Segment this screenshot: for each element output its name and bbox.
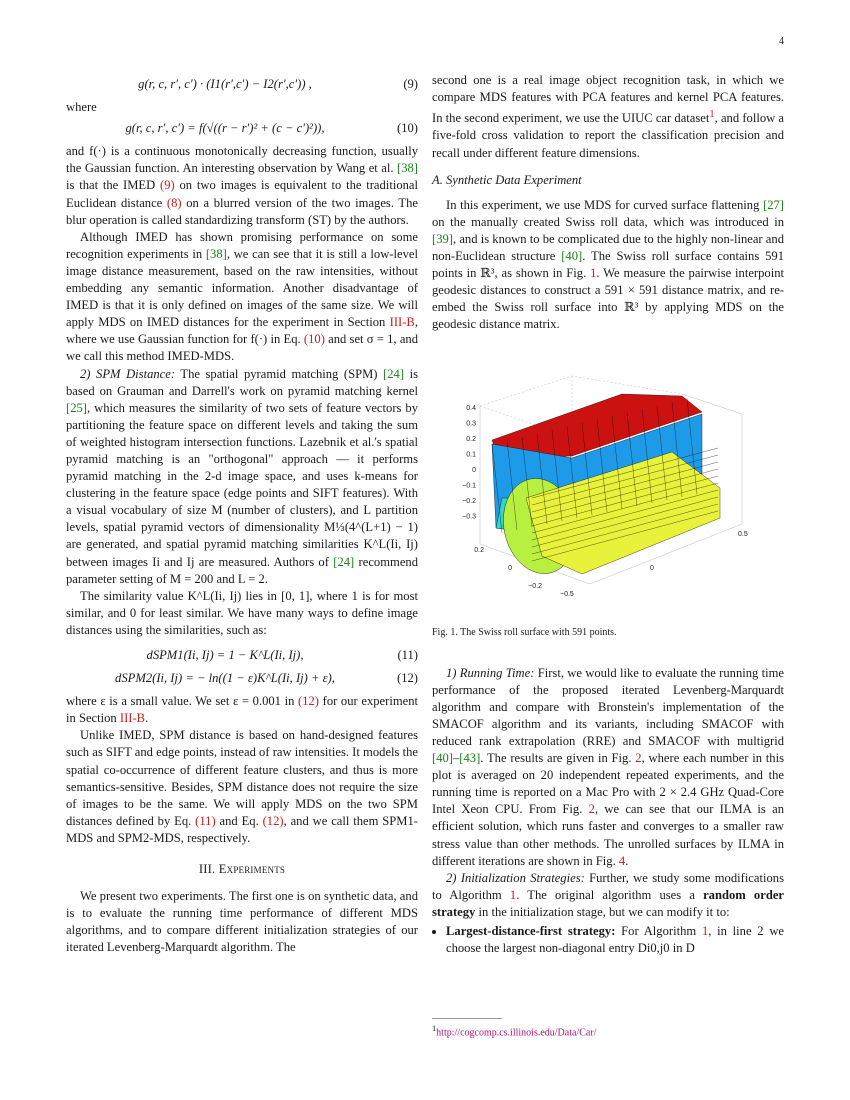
citation-link[interactable]: [40] [432, 751, 453, 766]
swiss-roll-plot [432, 348, 784, 618]
equation-body: dSPM2(Ii, Ij) = − ln((1 − ε)K^L(Ii, Ij) + ε), [115, 671, 335, 686]
footnote: $^1$http://cogcomp.cs.illinois.edu/Data/Car/ [432, 1024, 597, 1039]
footnote-rule [432, 1018, 502, 1019]
equation-link[interactable]: (10) [303, 332, 325, 347]
y-tick-label: −0.1 [462, 482, 476, 489]
algorithm-link[interactable]: 1 [701, 924, 709, 938]
section-link[interactable]: III-B [389, 315, 415, 330]
paragraph: The similarity value K^L(Ii, Ij) lies in [0, 1], where 1 is for most similar, and 0 for least similar. We have many ways to define image distances using the similarities, such as: [66, 588, 418, 637]
strategy-list [432, 923, 784, 957]
paragraph: Unlike IMED, SPM distance is based on hand-designed features such as SIFT and edge points, instead of raw intensities. It models the spatial co-occurrence of different feature clusters, and thus is more semantics-sensitive. Besides, SPM distance does not require the size of images to be the same. We will apply MDS on the two SPM distances defined by Eq. (11) and Eq. (12), and we call them SPM1-MDS and SPM2-MDS, respectively. [66, 728, 418, 845]
equation-link[interactable]: (11) [195, 813, 216, 828]
bold-term: random order strategy [432, 887, 785, 919]
subsection-heading: A. Synthetic Data Experiment [432, 172, 582, 187]
y-tick-label: −0.2 [462, 497, 476, 505]
paragraph-heading: 2) SPM Distance: [80, 366, 176, 381]
text-where: where [66, 100, 97, 115]
y-tick-label: 0.1 [466, 451, 476, 458]
paragraph: 2) SPM Distance: The spatial pyramid matching (SPM) [24] is based on Grauman and Darrell's work on pyramid matching kernel [25], which measures the similarity of two sets of feature vectors by partitioning the feature space on different levels and taking the sum of weighted histogram intersection functions. Lazebnik et al.'s spatial pyramid matching is an "orthogonal" approach — it performs pyramid matching in the 2-d image space, and uses k-means for clustering in the feature space (edge points and SIFT features). With a visual vocabulary of size M (number of clusters), and L partition levels, spatial pyramid vectors of dimensionality M⅓(4^(L+1) − 1) are generated, and spatial pyramid matching similarities K^L(Ii, Ij) between images Ii and Ij are measured. Authors of [24] recommend parameter setting of M = 200 and L = 2. [66, 366, 419, 586]
citation-link[interactable]: [25] [66, 400, 87, 415]
page-number: 4 [779, 36, 784, 47]
y-tick-label: 0.3 [466, 420, 476, 427]
paragraph: 2) Initialization Strategies: Further, we study some modifications to Algorithm 1. The original algorithm uses a random order strategy in the initialization stage, but we can modify it to: [432, 870, 785, 919]
x-tick-label: 0.2 [474, 546, 484, 554]
equation-link[interactable]: (8) [166, 195, 182, 210]
equation-9 [66, 76, 418, 93]
equation-10 [66, 120, 418, 137]
figure-link[interactable]: 2 [588, 802, 595, 817]
section-heading: III. Experiments [198, 862, 286, 877]
citation-link[interactable]: [39] [432, 231, 453, 246]
left-column [66, 72, 418, 957]
figure-link[interactable]: 1 [590, 266, 597, 281]
equation-number: (9) [403, 77, 418, 91]
citation-link[interactable]: [24] [333, 554, 355, 569]
equation-body: g(r, c, r′, c′) · (I1(r′,c′) − I2(r′,c′)) , [138, 77, 312, 91]
x-tick-label: 0 [508, 564, 512, 572]
citation-link[interactable]: [38] [397, 161, 418, 176]
swiss-roll-figure [432, 348, 784, 618]
list-item: • Largest-distance-first strategy: For Algorithm 1, in line 2 we choose the largest non-diagonal entry Di0,j0 in D [446, 923, 784, 957]
citation-link[interactable]: [27] [763, 197, 784, 212]
z-tick-label: 0.5 [738, 530, 748, 538]
footnote-link[interactable]: 1 [709, 109, 715, 121]
equation-body: g(r, c, r′, c′) = f(√((r − r′)² + (c − c′)²)), [125, 121, 325, 136]
equation-link[interactable]: (12) [262, 813, 284, 828]
x-tick-label: −0.2 [528, 582, 542, 590]
equation-number: (11) [397, 648, 418, 662]
paragraph: and f(·) is a continuous monotonically decreasing function, usually the Gaussian function. An interesting observation by Wang et al. [38] is that the IMED (9) on two images is equivalent to the traditional Euclidean distance (8) on a blurred version of the two images. The blur operation is called standardizing transform (ST) by the authors. [66, 144, 419, 227]
paragraph: We present two experiments. The first one is on synthetic data, and is to evaluate the running time performance of different MDS algorithms, and to compare different initialization strategies of our iterated Levenberg-Marquardt algorithm. The [66, 889, 418, 955]
paragraph: In this experiment, we use MDS for curved surface flattening [27] on the manually created Swiss roll data, which was introduced in [39], and is known to be complicated due to the highly non-linear and non-Euclidean structure [40]. The Swiss roll surface contains 591 points in ℝ³, as shown in Fig. 1. We measure the pairwise interpoint geodesic distances to construct a 591 × 591 distance matrix, and re-embed the Swiss roll surface into ℝ³ by applying MDS on the geodesic distance matrix. [432, 197, 785, 332]
figure-link[interactable]: 4 [618, 853, 626, 868]
citation-link[interactable]: [40] [561, 249, 583, 264]
y-axis-ticks [462, 405, 476, 521]
paragraph: second one is a real image object recognition task, in which we compare MDS features with PCA features and kernel PCA features. In the second experiment, we use the UIUC car dataset$^1$, and follow a five-fold cross validation to report the classification precision and recall under different feature dimensions. [432, 73, 784, 160]
y-tick-label: 0 [472, 466, 476, 474]
equation-11 [66, 647, 418, 664]
figure-link[interactable]: 2 [635, 751, 642, 766]
equation-number: (12) [397, 671, 418, 686]
paragraph: Although IMED has shown promising performance on some recognition experiments in [38], we can see that it is still a low-level image distance measurement, based on the raw intensities, without embedding any semantic information. Another disadvantage of IMED is that it is only defined on images of the same size. We will apply MDS on IMED distances for the experiment in Section III-B, where we use Gaussian function for f(·) in Eq. (10) and set σ = 1, and we call this method IMED-MDS. [66, 229, 418, 364]
footnote-url-link[interactable]: http://cogcomp.cs.illinois.edu/Data/Car/ [436, 1027, 597, 1039]
paragraph: where ε is a small value. We set ε = 0.001 in (12) for our experiment in Section III-B. [66, 694, 418, 726]
equation-link[interactable]: (12) [298, 694, 319, 709]
equation-body: dSPM1(Ii, Ij) = 1 − K^L(Ii, Ij), [146, 648, 304, 662]
paragraph-heading: 2) Initialization Strategies: [446, 870, 585, 885]
equation-12 [66, 670, 418, 687]
z-tick-label: −0.5 [560, 590, 574, 598]
citation-link[interactable]: [43] [459, 751, 481, 766]
right-column [432, 72, 784, 957]
equation-number: (10) [397, 121, 418, 136]
y-tick-label: 0.2 [466, 435, 476, 443]
y-tick-label: −0.3 [462, 513, 476, 520]
equation-link[interactable]: (9) [160, 178, 175, 193]
section-link[interactable]: III-B [119, 711, 146, 726]
algorithm-link[interactable]: 1 [509, 887, 517, 902]
figure-caption: Fig. 1. The Swiss roll surface with 591 points. [432, 626, 617, 638]
citation-link[interactable]: [24] [383, 366, 405, 381]
y-tick-label: 0.4 [466, 404, 476, 412]
paragraph-heading: 1) Running Time: [446, 665, 535, 680]
z-tick-label: 0 [650, 564, 654, 572]
paragraph: 1) Running Time: First, we would like to evaluate the running time performance of the proposed iterated Levenberg-Marquardt algorithm and compare with Bronstein's implementation of the SMACOF algorithm and its variants, including SMACOF with reduced rank extrapolation (RRE) and SMACOF with multigrid [40]–[43]. The results are given in Fig. 2, where each number in this plot is averaged on 20 independent repeated experiments, and the running time is reported on a Mac Pro with 2 × 2.4 GHz Quad-Core Intel Xeon CPU. From Fig. 2, we can see that our ILMA is an efficient solution, which runs faster and converges to a smaller raw stress value than other methods. The unrolled surfaces by ILMA in different iterations are shown in Fig. 4. [432, 665, 785, 868]
citation-link[interactable]: [38] [205, 246, 227, 261]
